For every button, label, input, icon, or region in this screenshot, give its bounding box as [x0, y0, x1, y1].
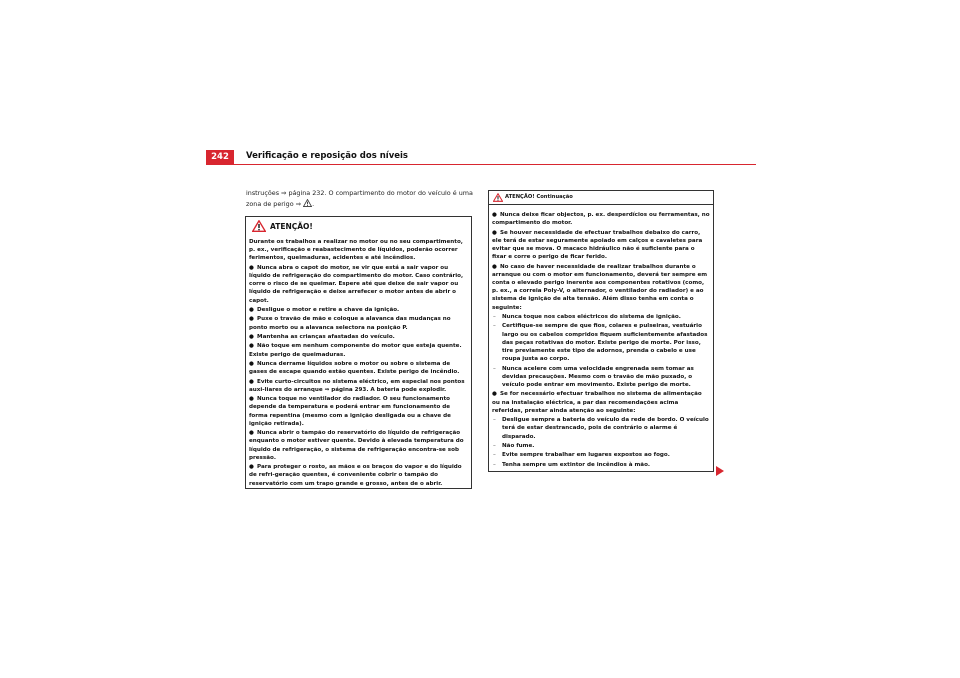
bullet-icon: ●	[249, 378, 254, 385]
sub-list-item: – Nunca acelere com uma velocidade engrenada sem tomar as devidas precauções. Mesmo com o travão de mão puxado, o veículo pode entrar em movimento. Existe perigo de morte.	[493, 365, 694, 388]
sub-list-item: – Nunca toque nos cabos eléctricos do sistema de ignição.	[493, 314, 681, 320]
warning-body	[489, 205, 713, 469]
bullet-icon: ●	[249, 316, 254, 323]
list-item: ● Não toque em nenhum componente do motor que esteja quente. Existe perigo de queimaduras.	[249, 343, 462, 358]
dash-icon: –	[493, 417, 496, 424]
list-item: ● Nunca toque no ventilador do radiador. O seu funcionamento depende da temperatura e poderá entrar em funcionamento de forma repentina (mesmo com a ignição desligada ou a chave de ignição retirada).	[249, 396, 451, 427]
list-item: ● No caso de haver necessidade de realizar trabalhos durante o arranque ou com o motor em funcionamento, deverá ter sempre em conta o elevado perigo inerente aos componentes rotativos (como, p. ex., a correia Poly-V, o alternador, o ventilador do radiador) e ao sistema de ignição de alta tensão. Além disso tenha em conta o seguinte:	[492, 263, 708, 311]
dash-icon: –	[493, 323, 496, 330]
bullet-icon: ●	[492, 263, 497, 270]
warning-box-continued	[488, 190, 714, 472]
warning-triangle-icon	[252, 220, 266, 232]
warning-triangle-icon	[493, 193, 503, 202]
warning-box	[245, 216, 472, 489]
sub-list-item: – Tenha sempre um extintor de incêndios à mão.	[493, 461, 651, 468]
list-item: ● Desligue o motor e retire a chave da ignição.	[249, 307, 400, 313]
bullet-icon: ●	[492, 229, 497, 236]
bullet-icon: ●	[492, 391, 497, 398]
bullet-icon: ●	[492, 212, 497, 218]
warning-body	[246, 235, 471, 488]
bullet-icon: ●	[249, 430, 254, 437]
list-item: ● Para proteger o rosto, as mãos e os braços do vapor e do líquido de refri-geração quentes, é conveniente cobrir o tampão do reservatório com um trapo grande e grosso, antes de o abrir.	[249, 464, 462, 487]
intro-text-end: .	[312, 199, 315, 208]
warning-title: ATENÇÃO!	[270, 222, 313, 231]
dash-icon: –	[493, 442, 496, 449]
sub-list-item: – Evite sempre trabalhar em lugares expostos ao fogo.	[493, 452, 670, 459]
sub-list-item: – Certifique-se sempre de que fios, colares e pulseiras, vestuário largo ou os cabelos compridos fiquem suficientemente afastados das peças rotativas do motor. Existe perigo de morte. Por isso, tire previamente este tipo de adornos, prenda o cabelo e use roupa justa ao corpo.	[493, 323, 708, 363]
page-title: Verificação e reposição dos níveis	[246, 151, 408, 161]
bullet-icon: ●	[249, 464, 254, 471]
bullet-icon: ●	[249, 333, 254, 340]
dash-icon: –	[493, 452, 496, 459]
warning-title: ATENÇÃO! Continuação	[505, 194, 573, 200]
list-item: ● Se for necessário efectuar trabalhos no sistema de alimentação ou na instalação eléctrica, a par das recomendações acima referidas, prestar ainda atenção ao seguinte:	[492, 391, 702, 414]
list-item: ● Evite curto-circuitos no sistema eléctrico, em especial nos pontos auxi-liares do arranque ⇒ página 293. A bateria pode explodir.	[249, 378, 465, 393]
list-item: ● Mantenha as crianças afastadas do veículo.	[249, 333, 395, 340]
bullet-icon: ●	[249, 264, 254, 271]
intro-text: instruções ⇒ página 232. O compartimento do motor do veículo é uma zona de perigo ⇒	[246, 189, 473, 208]
bullet-icon: ●	[249, 307, 254, 313]
list-item: ● Puxe o travão de mão e coloque a alavanca das mudanças no ponto morto ou a alavanca selectora na posição P.	[249, 316, 451, 331]
page-number: 242	[206, 150, 234, 164]
intro-paragraph	[246, 189, 474, 209]
warning-triangle-icon	[303, 199, 315, 208]
sub-list-item: – Não fume.	[493, 442, 535, 449]
warning-intro: Durante os trabalhos a realizar no motor ou no seu compartimento, p. ex., verificação e reabastecimento de líquidos, poderão ocorrer ferimentos, queimaduras, acidentes e até incêndios.	[249, 239, 463, 262]
header-divider	[206, 164, 756, 165]
warning-box-header	[489, 191, 713, 205]
bullet-icon: ●	[249, 396, 254, 403]
warning-box-header	[246, 217, 471, 235]
dash-icon: –	[493, 461, 496, 468]
bullet-icon: ●	[249, 343, 254, 350]
list-item: ● Nunca derrame líquidos sobre o motor ou sobre o sistema de gases de escape quando estão quentes. Existe perigo de incêndio.	[249, 360, 460, 376]
sub-list-item: – Desligue sempre a bateria do veículo da rede de bordo. O veículo terá de estar destrancado, pois de contrário o alarme é disparado.	[493, 417, 709, 440]
list-item: ● Nunca abrir o tampão do reservatório do líquido de refrigeração enquanto o motor estiver quente. Devido à elevada temperatura do líquido de refrigeração, o sistema de refrigeração encontra-se sob pressão.	[249, 430, 464, 461]
dash-icon: –	[493, 365, 496, 372]
list-item: ● Nunca deixe ficar objectos, p. ex. desperdícios ou ferramentas, no compartimento do motor.	[492, 212, 710, 227]
continue-arrow-icon	[716, 461, 724, 480]
list-item: ● Se houver necessidade de efectuar trabalhos debaixo do carro, ele terá de estar seguramente apoiado em calços e cavaletes para evitar que se mova. O macaco hidráulico não é suficiente para o fixar e corre o perigo de ficar ferido.	[492, 229, 703, 261]
list-item: ● Nunca abra o capot do motor, se vir que está a sair vapor ou líquido de refrigeração do compartimento do motor. Caso contrário, corre o risco de se queimar. Espere até que deixe de sair vapor ou líquido de refrigeração e deixe arrefecer o motor antes de abrir o capot.	[249, 264, 464, 304]
bullet-icon: ●	[249, 360, 254, 367]
dash-icon: –	[493, 314, 496, 320]
